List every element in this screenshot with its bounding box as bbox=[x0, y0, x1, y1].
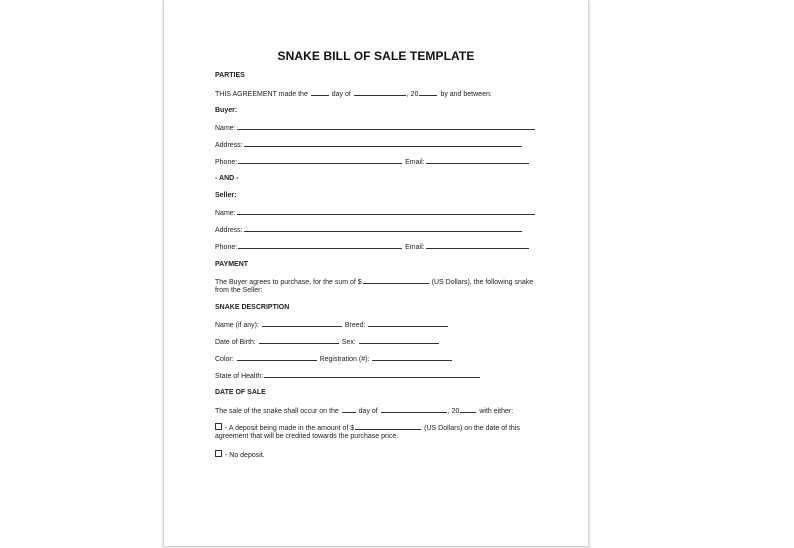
buyer-address-label: Address: bbox=[215, 142, 243, 149]
date-of-sale-line bbox=[215, 406, 513, 416]
buyer-name-label: Name: bbox=[215, 125, 236, 132]
payment-line-2: from the Seller: bbox=[215, 287, 263, 294]
seller-name-row bbox=[215, 208, 536, 218]
sale-day-label: day of bbox=[358, 408, 378, 415]
agreement-year-blank[interactable] bbox=[419, 89, 437, 96]
agreement-month-blank[interactable] bbox=[354, 89, 406, 96]
buyer-heading: Buyer: bbox=[215, 107, 238, 114]
no-deposit-option-row bbox=[215, 450, 265, 460]
buyer-email-label: Email: bbox=[405, 159, 425, 166]
agreement-day-blank[interactable] bbox=[311, 89, 329, 96]
agreement-suffix: by and between: bbox=[440, 91, 492, 98]
document-title: SNAKE BILL OF SALE TEMPLATE bbox=[277, 49, 475, 63]
buyer-name-field[interactable] bbox=[237, 123, 535, 130]
snake-description-heading: SNAKE DESCRIPTION bbox=[215, 304, 290, 311]
deposit-checkbox[interactable] bbox=[215, 423, 222, 430]
payment-heading: PAYMENT bbox=[215, 261, 249, 268]
agreement-day-label: day of bbox=[331, 91, 351, 98]
snake-health-label: State of Health: bbox=[215, 373, 264, 380]
snake-color-field[interactable] bbox=[237, 354, 317, 361]
snake-registration-label: Registration (#): bbox=[319, 356, 370, 363]
sale-year-label: , 20 bbox=[447, 408, 460, 415]
seller-address-label: Address: bbox=[215, 227, 243, 234]
snake-dob-label: Date of Birth: bbox=[215, 339, 256, 346]
seller-name-label: Name: bbox=[215, 210, 236, 217]
snake-name-row bbox=[215, 320, 449, 330]
sale-line-suffix: with either: bbox=[479, 408, 514, 415]
snake-name-label: Name (if any): bbox=[215, 322, 259, 329]
buyer-address-field[interactable] bbox=[244, 140, 522, 147]
no-deposit-checkbox[interactable] bbox=[215, 450, 222, 457]
payment-line1-prefix: The Buyer agrees to purchase, for the sum of $ bbox=[215, 279, 362, 286]
deposit-option-prefix: - A deposit being made in the amount of $ bbox=[225, 425, 355, 432]
seller-email-field[interactable] bbox=[426, 242, 529, 249]
snake-health-field[interactable] bbox=[264, 371, 480, 378]
payment-line1-suffix: (US Dollars), the following snake bbox=[431, 279, 534, 286]
buyer-phone-field[interactable] bbox=[238, 157, 402, 164]
sale-line-prefix: The sale of the snake shall occur on the bbox=[215, 408, 339, 415]
snake-sex-label: Sex: bbox=[341, 339, 356, 346]
snake-health-row bbox=[215, 371, 481, 381]
sale-year-blank[interactable] bbox=[460, 406, 476, 413]
buyer-name-row bbox=[215, 123, 536, 133]
agreement-prefix: THIS AGREEMENT made the bbox=[215, 91, 308, 98]
agreement-year-label: , 20 bbox=[406, 91, 419, 98]
snake-dob-field[interactable] bbox=[259, 337, 339, 344]
document-page bbox=[163, 0, 589, 547]
no-deposit-label: - No deposit. bbox=[225, 452, 265, 459]
payment-amount-field[interactable] bbox=[363, 277, 429, 284]
seller-email-label: Email: bbox=[405, 244, 425, 251]
snake-registration-field[interactable] bbox=[372, 354, 452, 361]
seller-phone-label: Phone: bbox=[215, 244, 238, 251]
snake-color-row bbox=[215, 354, 453, 364]
date-of-sale-heading: DATE OF SALE bbox=[215, 389, 266, 396]
seller-phone-row bbox=[215, 242, 530, 252]
buyer-email-field[interactable] bbox=[426, 157, 529, 164]
seller-address-field[interactable] bbox=[244, 225, 522, 232]
snake-breed-label: Breed: bbox=[344, 322, 366, 329]
snake-color-label: Color: bbox=[215, 356, 234, 363]
snake-breed-field[interactable] bbox=[368, 320, 448, 327]
sale-month-blank[interactable] bbox=[381, 406, 447, 413]
buyer-address-row bbox=[215, 140, 523, 150]
seller-phone-field[interactable] bbox=[238, 242, 402, 249]
and-separator: - AND - bbox=[215, 175, 239, 182]
seller-address-row bbox=[215, 225, 523, 235]
agreement-line bbox=[215, 89, 492, 99]
deposit-option-line-2: agreement that will be credited towards the purchase price. bbox=[215, 433, 399, 440]
snake-dob-row bbox=[215, 337, 440, 347]
deposit-amount-field[interactable] bbox=[355, 423, 421, 430]
seller-name-field[interactable] bbox=[237, 208, 535, 215]
sale-day-blank[interactable] bbox=[342, 406, 356, 413]
buyer-phone-row bbox=[215, 157, 530, 167]
deposit-option-suffix: (US Dollars) on the date of this bbox=[424, 425, 520, 432]
snake-sex-field[interactable] bbox=[359, 337, 439, 344]
buyer-phone-label: Phone: bbox=[215, 159, 238, 166]
seller-heading: Seller: bbox=[215, 192, 237, 199]
snake-name-field[interactable] bbox=[262, 320, 342, 327]
payment-line-1 bbox=[215, 277, 533, 287]
parties-heading: PARTIES bbox=[215, 72, 245, 79]
